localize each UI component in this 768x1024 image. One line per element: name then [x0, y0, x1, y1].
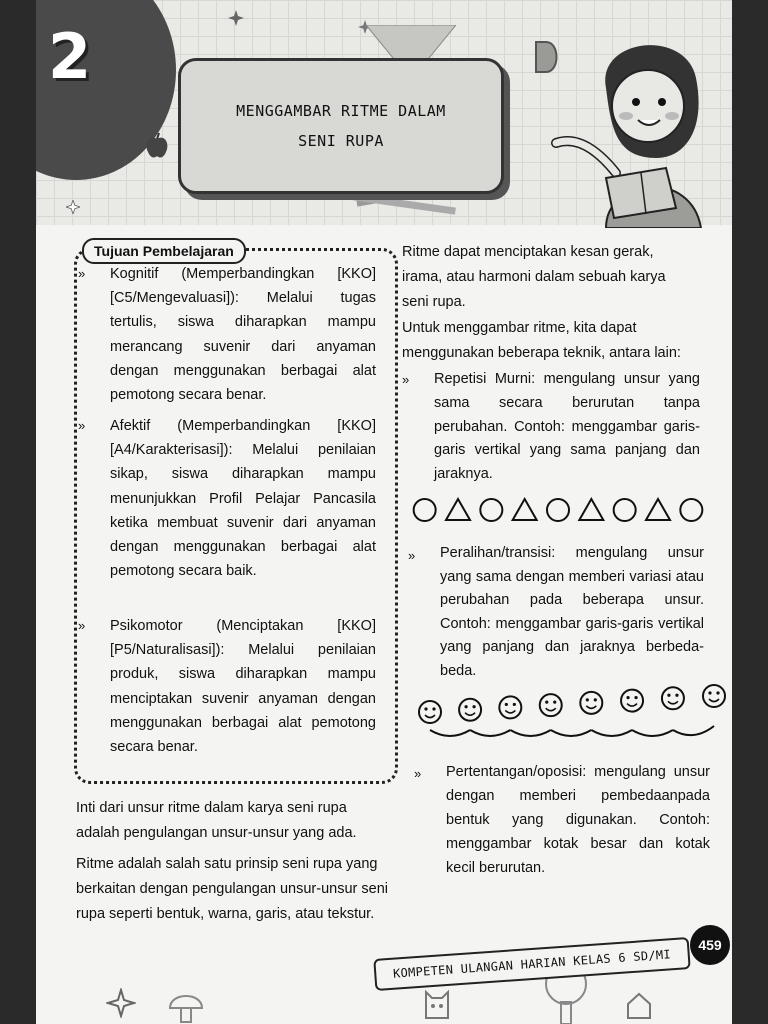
- connector-arc: [470, 730, 510, 736]
- smiley-face-icon: [419, 701, 441, 723]
- bullet-icon: »: [78, 266, 86, 281]
- smiley-face-icon: [703, 685, 725, 707]
- chapter-title-line-2: SENI RUPA: [298, 132, 384, 150]
- footer-banner: KOMPETEN ULANGAN HARIAN KELAS 6 SD/MI: [373, 937, 690, 991]
- bullet-icon: »: [78, 618, 86, 633]
- chapter-header: [36, 0, 732, 225]
- smiley-face-icon: [621, 690, 643, 712]
- paragraph: Inti dari unsur ritme dalam karya seni rupa adalah pengulangan unsur-unsur yang ada.: [76, 800, 357, 841]
- bullet-icon: »: [78, 418, 86, 433]
- smiley-transition-sequence: [416, 682, 726, 744]
- book-page: [36, 0, 732, 1024]
- doodle-mushroom-icon: [166, 990, 206, 1024]
- learning-objectives-heading: Tujuan Pembelajaran: [82, 238, 246, 264]
- connector-arc: [673, 726, 714, 735]
- connector-arc: [430, 730, 470, 736]
- chapter-title-line-1: MENGGAMBAR RITME DALAM: [236, 102, 446, 120]
- star-outline-icon: [66, 200, 80, 214]
- page-number: 459: [690, 925, 730, 965]
- bullet-icon: »: [414, 766, 422, 781]
- triangle-shape: [513, 499, 537, 520]
- circle-shape: [414, 499, 436, 521]
- paragraph: Ritme dapat menciptakan kesan gerak, irama, atau harmoni dalam sebuah karya seni rupa.: [402, 244, 666, 310]
- smiley-face-icon: [499, 696, 521, 718]
- circle-shape: [547, 499, 569, 521]
- connector-arc: [551, 730, 592, 736]
- triangle-shape: [446, 499, 470, 520]
- technique-item: [414, 760, 710, 880]
- circle-triangle-sequence: [408, 490, 708, 530]
- technique-text: Repetisi Murni: mengulang unsur yang sama secara berurutan tanpa perubahan. Contoh: menggambar garis-garis vertikal yang sama panjang dan jaraknya.: [434, 371, 700, 483]
- doodle-house-icon: [624, 990, 654, 1020]
- objective-item: [78, 262, 376, 407]
- smiley-face-icon: [662, 687, 684, 709]
- triangle-shape: [579, 499, 603, 520]
- connector-arc: [510, 730, 550, 736]
- technique-text: Peralihan/transisi: mengulang unsur yang sama dengan memberi variasi atau perubahan pada beberapa unsur. Contoh: menggambar garis-garis vertikal yang panjang dan jaraknya berbeda-beda.: [440, 545, 704, 679]
- technique-text: Pertentangan/oposisi: mengulang unsur dengan memberi pembedaanpada bentuk yang digunakan. Contoh: menggambar kotak besar dan kotak kecil berurutan.: [446, 764, 710, 876]
- chapter-title-box: [178, 58, 504, 194]
- circle-shape: [614, 499, 636, 521]
- paragraph: Untuk menggambar ritme, kita dapat menggunakan beberapa teknik, antara lain:: [402, 320, 681, 361]
- circle-shape: [680, 499, 702, 521]
- technique-item: [402, 368, 700, 487]
- objective-text: Afektif (Memperbandingkan [KKO] [A4/Karakterisasi]): Melalui penilaian sikap, siswa diharapkan mampu menunjukkan Profil Pelajar Pancasila ketika membuat suvenir dari anyaman dengan menggunakan berbagai alat pemotong secara baik.: [110, 418, 376, 580]
- paragraph: Ritme adalah salah satu prinsip seni rupa yang berkaitan dengan pengulangan unsur-unsur seni rupa seperti bentuk, warna, garis, atau tekstur.: [76, 856, 388, 922]
- smiley-face-icon: [540, 694, 562, 716]
- objective-text: Kognitif (Memperbandingkan [KKO] [C5/Mengevaluasi]): Melalui tugas tertulis, siswa diharapkan mampu merancang suvenir dari anyaman dengan menggunakan berbagai alat pemotong secara benar.: [110, 266, 376, 404]
- objective-item: [78, 614, 376, 759]
- smiley-face-icon: [580, 692, 602, 714]
- bullet-icon: »: [402, 372, 410, 387]
- objective-text: Psikomotor (Menciptakan [KKO] [P5/Naturalisasi]): Melalui penilaian produk, siswa diharapkan mampu menciptakan suvenir anyaman dengan menggunakan berbagai alat pemotong secara benar.: [110, 618, 376, 756]
- doodle-bee-icon: [106, 988, 136, 1018]
- objective-item: [78, 414, 376, 583]
- smiley-face-icon: [459, 699, 481, 721]
- star-icon: [228, 10, 244, 26]
- technique-item: [408, 542, 704, 684]
- bullet-icon: »: [408, 548, 416, 563]
- chapter-number: 2: [48, 20, 92, 93]
- connector-arc: [591, 730, 632, 736]
- triangle-shape: [646, 499, 670, 520]
- circle-shape: [480, 499, 502, 521]
- connector-arc: [632, 730, 673, 736]
- girl-reading-illustration: [536, 28, 732, 228]
- apple-icon: [144, 132, 170, 160]
